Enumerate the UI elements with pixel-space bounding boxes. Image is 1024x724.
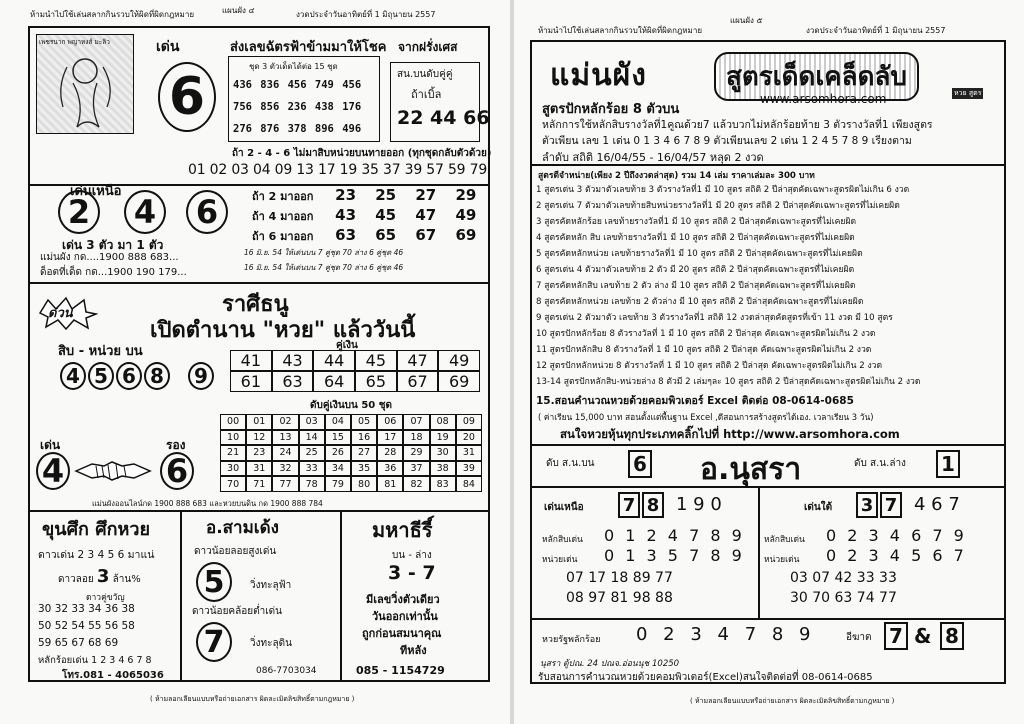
number-grid-cell: 19 [430,430,456,446]
number-grid-cell: 77 [272,476,298,492]
box5-line2: ดาวน้อยคล้อยต่ำเด่น [192,606,282,617]
r-north-row1: 07 17 18 89 77 [566,570,673,586]
formula-item: 1 สูตรเด่น 3 ตัวมาตัวเลขท้าย 3 ตัวรางวัลที่1 มี 10 สูตร สถิติ 2 ปีล่าสุดคัดเฉพาะสูตรผิดไม่เกิน 6 งวด [536,185,910,195]
list-title: สูตรดีจำหน่าย(เพียง 2 ปีถึงงวดล่าสุด) รวม 14 เล่ม ราคาเล่มละ 300 บาท [538,171,815,181]
box1-note: ถ้า 2 - 4 - 6 ไม่มาสิบหน่วยบนทายออก (ทุกชุดกลับตัวด้วย) [232,148,492,159]
box6-phone: 085 - 1154729 [356,664,445,677]
north-row-3: ถ้า 6 มาออก 63 65 67 69 [252,226,477,244]
number-grid-cell: 01 [246,414,272,430]
divider [340,512,342,682]
number-grid-cell: 39 [456,461,482,477]
formula-item: 6 สูตรเด่น 4 ตัวมาตัวเลขท้าย 2 ตัว มี 20 สูตร สถิติ 2 ปีล่าสุดคัดเฉพาะสูตรที่ไม่เคยผิด [536,265,855,275]
r-south-units: 0 2 3 4 5 6 7 [826,546,967,565]
row-digit-5: 9 [188,362,214,390]
r-north-box2: 8 [642,492,664,518]
left-page [0,0,510,724]
number-grid-cell: 31 [246,461,272,477]
mermaid-icon [37,47,133,133]
r-south-row2: 30 70 63 74 77 [790,590,897,606]
number-grid-cell: 05 [351,414,377,430]
number-grid-cell: 84 [456,476,482,492]
formula-item: 3 สูตรคัดหลักร้อย เลขท้ายรางวัลที่1 มี 10 สูตร สถิติ 2 ปีล่าสุดคัดเฉพาะสูตรที่ไม่เคยผิด [536,217,857,227]
formula-item: 2 สูตรเด่น 7 ตัวมาตัวเลขท้ายสิบหน่วยรางวัลที่1 มี 20 สูตร สถิติ 2 ปีล่าสุดคัดเฉพาะสูตรที่ไม่เคยผิด [536,201,900,211]
pair-label: คู่เงิน [336,340,358,351]
number-grid-cell: 00 [220,414,246,430]
number-grid-cell: 29 [403,445,429,461]
box3-title2: เปิดตำนาน "หวย" แล้ววันนี้ [150,318,416,343]
number-grid-cell: 16 [351,430,377,446]
number-grid-cell: 35 [351,461,377,477]
number-grid-cell: 04 [325,414,351,430]
number-grid-cell: 30 [430,445,456,461]
formula-item: 5 สูตรคัดหลักหน่วย เลขท้ายรางวัลที่1 มี 10 สูตร สถิติ 2 ปีล่าสุดคัดเฉพาะสูตรที่ไม่เคยผิด [536,249,863,259]
number-grid-cell: 23 [246,445,272,461]
number-grid-cell: 24 [272,445,298,461]
north-digit-1: 2 [58,190,100,234]
pair-cell: 44 [313,350,355,371]
r-south-box1: 3 [856,492,878,518]
number-grid-cell: 38 [430,461,456,477]
box1-title: ส่งเลขฉัตรฟ้าข้ามมาให้โชค [230,40,387,55]
mermaid-illustration [36,34,134,134]
fortune-line: ด็อตที่เด็ด กด...1900 190 179... [40,267,187,278]
north-sub: เด่น 3 ตัว มา 1 ตัว [62,238,164,252]
r-south-units-label: หน่วยเด่น [764,555,800,565]
logo-tag: หวย สูตร [954,89,982,97]
number-grid-cell: 28 [377,445,403,461]
box5-line1: ดาวน้อยลอยสูงเด่น [194,546,277,557]
number-grid-cell: 27 [351,445,377,461]
pair-cell: 69 [438,371,480,392]
number-grid-cell: 15 [325,430,351,446]
formula-item: 11 สูตรปักหลักสิบ 8 ตัวรางวัลที่ 1 มี 10 สูตร สถิติ 2 ปีล่าสุด คัดเฉพาะสูตรผิดไม่เกิน 2 งวด [536,345,872,355]
pair-cell: 41 [230,350,272,371]
box6-sub: บน - ล่าง [392,550,432,561]
sets-row-3: 276 876 378 896 496 [233,123,362,135]
north-label: เด่นเหนือ [70,184,122,199]
row-label: สิบ - หน่วย บน [58,344,143,359]
number-grid-cell: 70 [220,476,246,492]
row-digit-2: 5 [88,362,114,390]
intro1: สูตรปักหลักร้อย 8 ตัวบน [542,102,680,117]
box5-digit1: 5 [196,562,232,602]
box5-phone: 086-7703034 [256,666,317,676]
number-grid-cell: 06 [377,414,403,430]
box3-footer: แม่นผังออนไลน์กด 1900 888 683 และหวยบนดิน กด 1900 888 784 [92,499,323,508]
divider [530,164,1006,166]
formula-item: 12 สูตรปักหลักหน่วย 8 ตัวรางวัลที่ 1 มี 10 สูตร สถิติ 2 ปีล่าสุด คัดเฉพาะสูตรผิดไม่เกิน 2 งวด [536,361,883,371]
foreign-box [390,62,490,142]
formula-item: 4 สูตรคัดหลัก สิบ เลขท้ายรางวัลที่1 มี 10 สูตร สถิติ 2 ปีล่าสุดคัดเฉพาะสูตรที่ไม่เคยผิด [536,233,855,243]
r-south-label: เด่นใต้ [804,502,833,513]
number-grid-cell: 78 [299,476,325,492]
right-header-mid: แผนผัง ๕ [730,16,763,25]
logo-right: สูตรเด็ดเคล็ดลับ [714,52,919,101]
left-footer: ( ห้ามลอกเลียนแบบหรือถ่ายเอกสาร ผิดละเมิดลิขสิทธิ์ตามกฎหมาย ) [150,695,355,703]
number-grid-cell: 12 [246,430,272,446]
number-grid-cell: 17 [377,430,403,446]
row-digit-3: 6 [116,362,142,390]
r-north-tens: 0 1 2 4 7 8 9 [604,526,745,545]
pair-cell: 47 [397,350,439,371]
r-extra1: 7 [884,622,908,650]
number-grid-cell: 81 [377,476,403,492]
r-north-rest: 1 9 0 [676,494,722,515]
bottom-label: ดับ ส.น.ล่าง [854,458,906,469]
box4-pairs-3: 59 65 67 68 69 [38,637,119,649]
number-grid-cell: 21 [220,445,246,461]
divider [758,486,760,618]
box5-side2: วิ่งทะลุดิน [250,638,292,649]
divider [530,486,1006,488]
number-grid-cell: 25 [299,445,325,461]
box6-line3: ถูกก่อนสมนาคุณ [362,627,442,640]
row-digit-1: 4 [60,362,86,390]
r-service: รับสอนการคำนวณหวยด้วยคอมพิวเตอร์(Excel)สนใจติดต่อที่ 08-0614-0685 [538,672,873,683]
number-grid-cell: 07 [403,414,429,430]
number-grid-cell: 33 [299,461,325,477]
box4-lead: ดาวเด่น 2 3 4 5 6 มาแน่ [38,549,155,561]
r-south-tens-label: หลักสิบเด่น [764,535,805,545]
top-digit: 6 [628,450,652,478]
interest-line[interactable]: สนใจหวยหุ้นทุกประเภทคลิ๊กไปที่ http://www.arsomhora.com [560,427,900,441]
r-north-label: เด่นเหนือ [544,502,584,513]
pair-cell: 61 [230,371,272,392]
excel-line: 15.สอนคำนวณหวยด้วยคอมพิวเตอร์ Excel ติดต่อ 08-0614-0685 [536,395,854,407]
box1-label: เด่น [156,39,180,55]
left-header-legal: ห้ามนำไปใช้เล่นสลากกินรวบให้ผิดที่ผิดกฎหมาย [30,10,195,19]
pair-cell: 67 [397,371,439,392]
lead-digit: 4 [36,452,70,490]
number-grid-cell: 31 [456,445,482,461]
north-footnote-2: 16 มิ.ย. 54 ให้เด่นบน 7 คู่ชุด 70 ล่าง 6 คู่ชุด 46 [244,263,404,272]
pair-cell: 64 [313,371,355,392]
right-header-legal: ห้ามนำไปใช้เล่นสลากกินรวบให้ผิดที่ผิดกฎหมาย [538,26,703,35]
divider [180,512,182,682]
number-grid-cell: 37 [403,461,429,477]
logo-left: แม่นผัง [550,58,647,93]
box1-digit: 6 [158,62,216,132]
number-grid-cell: 08 [430,414,456,430]
r-hundreds: 0 2 3 4 7 8 9 [636,624,816,645]
north-footnote-1: 16 มิ.ย. 54 ให้เด่นบน 7 คู่ชุด 70 ล่าง 6 คู่ชุด 46 [244,248,404,257]
left-header-draw: งวดประจำวันอาทิตย์ที่ 1 มิถุนายน 2557 [296,10,436,19]
r-extra2: 8 [940,622,964,650]
box3-title1: ราศีธนู [222,292,289,317]
r-amp: & [914,624,932,648]
number-grid-cell: 10 [220,430,246,446]
box4-pairs-2: 50 52 54 55 56 58 [38,620,135,632]
row-digit-4: 8 [144,362,170,390]
north-digit-2: 4 [124,190,166,234]
number-grid-cell: 03 [299,414,325,430]
r-south-rest: 4 6 7 [914,494,960,515]
box5-side1: วิ่งทะลุฟ้า [250,580,292,591]
formula-item: 9 สูตรเด่น 2 ตัวมาตัว เลขท้าย 3 ตัวรางวัลที่1 สถิติ 12 งวดล่าสุดคัดสูตรที่เข้า 11 งวด มี 10 สูตร [536,313,893,323]
formula-item: 8 สูตรคัดหลักหน่วย เลขท้าย 2 ตัวล่าง มี 10 สูตร สถิติ 2 ปีล่าสุดคัดเฉพาะสูตรที่ไม่เคยผิด [536,297,864,307]
urgent-badge: ด่วน [48,306,73,321]
box1-seq: 01 02 03 04 09 13 17 19 35 37 39 57 59 79 [188,162,488,178]
intro3: ตัวเพียน เลข 1 เด่น 0 1 3 4 6 7 8 9 ตัวเพียนเลข 2 เด่น 1 2 4 5 7 8 9 เรียงตาม [542,135,912,147]
box4-pairs-label: ดาวคู่ขวัญ [86,593,125,603]
number-grid-cell: 34 [325,461,351,477]
number-grid-cell: 30 [220,461,246,477]
runner-digit: 6 [160,452,194,490]
number-grid-cell: 18 [403,430,429,446]
formula-item: 7 สูตรคัดหลักสิบ เลขท้าย 2 ตัว ล่าง มี 10 สูตร สถิติ 2 ปีล่าสุดคัดเฉพาะสูตรที่ไม่เคยผิด [536,281,856,291]
box4-pairs-1: 30 32 33 34 36 38 [38,603,135,615]
intro4: ลำดับ สถิติ 16/04/55 - 16/04/57 หลุด 2 งวด [542,151,764,164]
number-grid-cell: 82 [403,476,429,492]
sets-table [228,56,380,142]
author: อ.นุสรา [700,452,802,487]
sets-row-1: 436 836 456 749 456 [233,79,362,91]
number-grid-cell: 20 [456,430,482,446]
number-grid-cell: 13 [272,430,298,446]
bottom-digit: 1 [936,450,960,478]
right-header-draw: งวดประจำวันอาทิตย์ที่ 1 มิถุนายน 2557 [806,26,946,35]
number-grid-cell: 09 [456,414,482,430]
north-digit-3: 6 [186,190,228,234]
foreign-line2: ถ้าเบิ้ล [411,88,442,101]
number-grid-cell: 71 [246,476,272,492]
right-footer: ( ห้ามลอกเลียนแบบหรือถ่ายเอกสาร ผิดละเมิดลิขสิทธิ์ตามกฎหมาย ) [690,697,895,705]
illustration-caption: เพชรนาก พญาหงส์ มะลิว [39,38,110,46]
r-extra-label: อีฆาต [846,632,872,643]
north-row-2: ถ้า 4 มาออก 43 45 47 49 [252,206,477,224]
box6-line1: มีเลขวิ่งตัวเดียว [366,593,440,606]
north-row-1: ถ้า 2 มาออก 23 25 27 29 [252,186,477,204]
number-grid-cell: 36 [377,461,403,477]
number-grid-cell: 79 [325,476,351,492]
r-south-box2: 7 [880,492,902,518]
box4-phone: โทร.081 - 4065036 [62,670,164,681]
pairs-table [230,350,480,392]
lead-label: เด่น [40,438,61,452]
pair-cell: 65 [355,371,397,392]
foreign-nums: 22 44 66 [397,107,490,129]
r-address: นุสรา ตู้ปณ. 24 ปณจ.อ่อนนุช 10250 [540,659,680,669]
r-north-row2: 08 97 81 98 88 [566,590,673,606]
r-north-units-label: หน่วยเด่น [542,555,578,565]
r-north-tens-label: หลักสิบเด่น [542,535,583,545]
box5-title: อ.สามเด้ง [206,518,279,538]
pair-cell: 45 [355,350,397,371]
r-north-units: 0 1 3 5 7 8 9 [604,546,745,565]
r-south-row1: 03 07 42 33 33 [790,570,897,586]
website[interactable]: www.arsomhora.com [760,92,887,106]
sets-row-2: 756 856 236 438 176 [233,101,362,113]
pair-cell: 63 [272,371,314,392]
r-north-box1: 7 [618,492,640,518]
box6-nums: 3 - 7 [388,562,436,584]
number-grid-cell: 26 [325,445,351,461]
number-grid-cell: 80 [351,476,377,492]
box6-line4: ทีหลัง [400,644,427,657]
grid-title: ดับคู่เงินบน 50 ชุด [310,400,393,411]
pair-cell: 49 [438,350,480,371]
number-grid-cell: 32 [272,461,298,477]
formula-item: 10 สูตรปักหลักร้อย 8 ตัวรางวัลที่ 1 มี 10 สูตร สถิติ 2 ปีล่าสุด คัดเฉพาะสูตรผิดไม่เกิน 2 งวด [536,329,876,339]
box4-title: ขุนศึก ศึกหวย [42,519,151,540]
number-grid [220,414,482,492]
sets-label: ชุด 3 ตัวเด็ดได้ต่อ 15 ชุด [249,62,338,71]
number-grid-cell: 14 [299,430,325,446]
pair-cell: 43 [272,350,314,371]
top-label: ดับ ส.น.บน [546,458,595,469]
course-note: ( ค่าเรียน 15,000 บาท สอนตั้งแต่พื้นฐาน Excel ,ดีสอนการสร้างสูตรได้เอง. เวลาเรียน 3 วัน) [538,412,874,422]
mang-line: แม่นผัง กด....1900 888 683... [40,252,179,263]
formula-item: 13-14 สูตรปักหลักสิบ-หน่วยล่าง 8 ตัวมี 2 เล่มๆละ 10 สูตร สถิติ 2 ปีล่าสุดคัดเฉพาะสูตรผิดไม่เกิน 2 งวด [536,377,921,387]
intro2: หลักการใช้หลักสิบรางวัลที่1คูณด้วย7 แล้วบวกไม่หลักร้อยท้าย 3 ตัวรางวัลที่1 เพียงสูตร [542,119,933,131]
box6-line2: วันออกเท่านั้น [372,610,438,623]
number-grid-cell: 83 [430,476,456,492]
handshake-icon [74,454,152,488]
r-south-tens: 0 2 3 4 6 7 9 [826,526,967,545]
divider [530,618,1006,620]
runner-label: รอง [166,438,186,452]
box6-title: มหาธีรี์ [372,518,433,542]
box4-hundreds: หลักร้อยเด่น 1 2 3 4 6 7 8 [38,655,152,666]
box4-lone: ดาวลอย 3 ล้าน% [58,566,141,587]
box5-digit2: 7 [196,622,232,662]
number-grid-cell: 02 [272,414,298,430]
r-hundreds-label: หวยรัฐพลักร้อย [542,635,601,645]
foreign-line1: สน.บนดับคู่คู่ [397,69,453,80]
left-header-mid: แผนผัง ๔ [222,6,255,15]
foreign-title: จากฝรั่งเศส [398,40,458,54]
